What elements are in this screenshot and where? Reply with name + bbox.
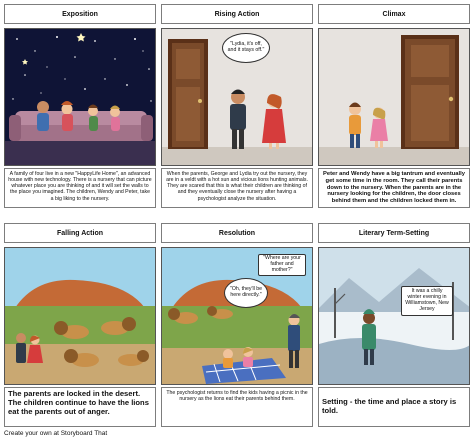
panel-title-falling-action: Falling Action <box>4 223 156 243</box>
scene-rising-action <box>161 28 313 166</box>
panel-title-literary-term: Literary Term-Setting <box>318 223 470 243</box>
caption-exposition: A family of four live in a new "HappyLife Home", an advanced house with new technology. There is a nursery that can picture whatever place you are thinking of and it will set the walls to the place you imagined. The children, Wendy and Peter, take a big liking to the nursery. <box>4 168 156 208</box>
panel-title-rising-action: Rising Action <box>161 4 313 24</box>
caption-setting: Setting - the time and place a story is told. <box>318 387 470 427</box>
caption-resolution: The psychologist returns to find the kids having a picnic in the nursery as the lions eat their parents behind them. <box>161 387 313 427</box>
speech-bubble-lydia: "Lydia, it's off, and it stays off." <box>222 33 270 63</box>
scene-setting <box>318 247 470 385</box>
footer-credit[interactable]: Create your own at Storyboard That <box>4 430 108 437</box>
panel-title-exposition: Exposition <box>4 4 156 24</box>
scene-climax <box>318 28 470 166</box>
panel-title-resolution: Resolution <box>161 223 313 243</box>
scene-falling-action <box>4 247 156 385</box>
caption-rising-action: When the parents, George and Lydia try out the nursery, they are in a veldt with a hot sun and vicious lions hunting animals. They are scared that this is what their children are thinking of and they eventually close the nursery after having a psychologist analyze the situation. <box>161 168 313 208</box>
speech-bubble-children: "Oh, they'll be here directly." <box>224 278 268 308</box>
speech-bubble-psychologist: "Where are your father and mother?" <box>258 254 306 276</box>
caption-falling-action: The parents are locked in the desert. The children continue to have the lions eat the parents out of anger. <box>4 387 156 427</box>
caption-climax: Peter and Wendy have a big tantrum and eventually get some time in the room. They call their parents down to the nursery. When the parents are in the nursery looking for the children, the door closes behind them and the children locked them in. <box>318 168 470 208</box>
scene-exposition <box>4 28 156 166</box>
narration-box-setting: It was a chilly winter evening in Williamstown, New Jersey <box>401 286 453 316</box>
scene-resolution <box>161 247 313 385</box>
panel-title-climax: Climax <box>318 4 470 24</box>
